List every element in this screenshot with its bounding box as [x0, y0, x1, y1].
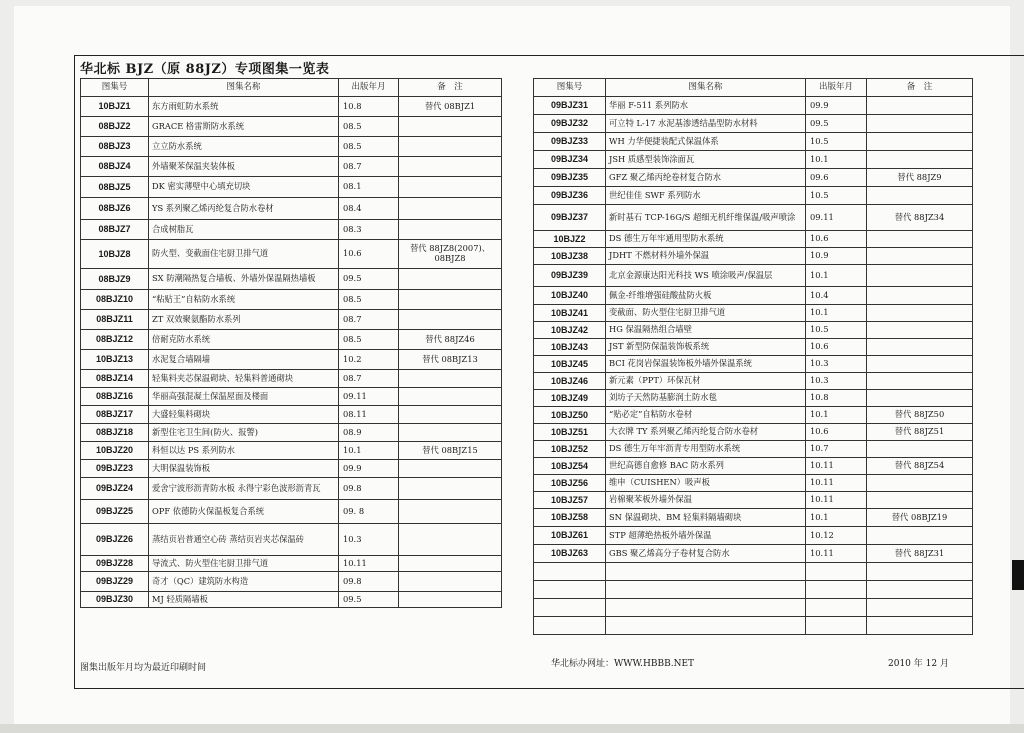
- remark: [399, 556, 502, 572]
- atlas-code: 10BJZ41: [534, 305, 606, 322]
- remark: [867, 133, 973, 151]
- atlas-code: 09BJZ30: [81, 592, 149, 608]
- remark: [399, 269, 502, 290]
- header-remark: 备 注: [399, 79, 502, 97]
- atlas-name: OPF 依德防火保温板复合系统: [149, 500, 339, 524]
- atlas-name: 变截面、防火型住宅厨卫排气道: [606, 305, 806, 322]
- publish-month: 09.5: [339, 269, 399, 290]
- empty-cell: [534, 563, 606, 581]
- table-row: [534, 475, 973, 492]
- remark: [399, 388, 502, 406]
- publish-month: 10.6: [806, 231, 867, 248]
- atlas-code: 10BJZ20: [81, 442, 149, 460]
- header-name: 图集名称: [149, 79, 339, 97]
- page-title: 华北标 BJZ（原 88JZ）专项图集一览表: [80, 62, 330, 77]
- atlas-code: 08BJZ4: [81, 157, 149, 177]
- atlas-code: 08BJZ16: [81, 388, 149, 406]
- atlas-code: 10BJZ50: [534, 407, 606, 424]
- publish-date: 2010 年 12 月: [888, 659, 949, 669]
- edge-ink-mark: [1012, 560, 1024, 590]
- table-row: [534, 356, 973, 373]
- publish-month: 10.1: [806, 305, 867, 322]
- atlas-name: GBS 聚乙烯高分子卷材复合防水: [606, 545, 806, 563]
- remark: [399, 370, 502, 388]
- atlas-code: 09BJZ39: [534, 265, 606, 287]
- atlas-name: 世纪佳佳 SWF 系列防水: [606, 187, 806, 205]
- empty-cell: [534, 581, 606, 599]
- atlas-code: 10BJZ40: [534, 287, 606, 305]
- publish-month: 10.1: [339, 442, 399, 460]
- atlas-name: YS 系列聚乙烯丙纶复合防水卷材: [149, 198, 339, 220]
- publish-month: 09.5: [339, 592, 399, 608]
- publish-month: 08.5: [339, 137, 399, 157]
- table-row: [81, 500, 502, 524]
- atlas-name: 水泥复合墙隔墙: [149, 350, 339, 370]
- atlas-code: 09BJZ26: [81, 524, 149, 556]
- empty-cell: [606, 563, 806, 581]
- atlas-code: 10BJZ52: [534, 441, 606, 458]
- publish-month: 08.7: [339, 370, 399, 388]
- atlas-name: BCI 花岗岩保温装饰板外墙外保温系统: [606, 356, 806, 373]
- atlas-code: 10BJZ46: [534, 373, 606, 390]
- atlas-name: 维申（CUISHEN）吸声板: [606, 475, 806, 492]
- atlas-name: 东方雨虹防水系统: [149, 97, 339, 117]
- atlas-code: 08BJZ11: [81, 310, 149, 330]
- remark: 替代 08BJZ13: [399, 350, 502, 370]
- remark: [867, 527, 973, 545]
- table-row: [534, 231, 973, 248]
- empty-row: [534, 599, 973, 617]
- empty-row: [534, 581, 973, 599]
- table-row: [534, 441, 973, 458]
- atlas-name: 岩棉聚苯板外墙外保温: [606, 492, 806, 509]
- table-row: [534, 373, 973, 390]
- empty-cell: [806, 581, 867, 599]
- table-row: [534, 545, 973, 563]
- atlas-code: 10BJZ8: [81, 240, 149, 269]
- remark: [867, 231, 973, 248]
- publish-month: 08.1: [339, 177, 399, 198]
- atlas-code: 08BJZ9: [81, 269, 149, 290]
- table-row: [81, 137, 502, 157]
- remark: [399, 117, 502, 137]
- remark: 替代 88JZ34: [867, 205, 973, 231]
- atlas-name: STP 超薄绝热板外墙外保温: [606, 527, 806, 545]
- atlas-code: 08BJZ2: [81, 117, 149, 137]
- atlas-code: 09BJZ34: [534, 151, 606, 169]
- atlas-code: 09BJZ36: [534, 187, 606, 205]
- remark: 替代 88JZ51: [867, 424, 973, 441]
- remark: [867, 373, 973, 390]
- atlas-code: 10BJZ51: [534, 424, 606, 441]
- atlas-name: 新元素（PPT）环保瓦材: [606, 373, 806, 390]
- table-row: [81, 442, 502, 460]
- remark: 替代 88JZ54: [867, 458, 973, 475]
- atlas-name: MJ 轻质隔墙板: [149, 592, 339, 608]
- atlas-code: 09BJZ25: [81, 500, 149, 524]
- atlas-name: 华丽 F-511 系列防水: [606, 97, 806, 115]
- atlas-code: 10BJZ58: [534, 509, 606, 527]
- atlas-name: 蒸结页岩普通空心砖 蒸结页岩夹芯保温砖: [149, 524, 339, 556]
- table-row: [81, 572, 502, 592]
- table-row: [81, 350, 502, 370]
- atlas-code: 10BJZ38: [534, 248, 606, 265]
- atlas-name: WH 力华便捷装配式保温体系: [606, 133, 806, 151]
- atlas-code: 08BJZ14: [81, 370, 149, 388]
- publish-month: 10.12: [806, 527, 867, 545]
- publish-month: 10.1: [806, 509, 867, 527]
- header-remark: 备 注: [867, 79, 973, 97]
- remark: 替代 08BJZ1: [399, 97, 502, 117]
- publish-month: 10.7: [806, 441, 867, 458]
- publish-month: 09.5: [806, 115, 867, 133]
- remark: [399, 500, 502, 524]
- publish-month: 10.2: [339, 350, 399, 370]
- table-row: [81, 556, 502, 572]
- table-row: [81, 310, 502, 330]
- publish-month: 09.11: [806, 205, 867, 231]
- publish-month: 08.5: [339, 117, 399, 137]
- table-row: [534, 169, 973, 187]
- atlas-name: 北京金源康达阳光科技 WS 喷涂吸声/保温层: [606, 265, 806, 287]
- empty-cell: [606, 581, 806, 599]
- publish-month: 10.11: [806, 458, 867, 475]
- empty-cell: [867, 599, 973, 617]
- atlas-code: 09BJZ33: [534, 133, 606, 151]
- remark: [399, 460, 502, 478]
- table-row: [81, 592, 502, 608]
- table-row: [534, 424, 973, 441]
- atlas-name: JST 新型防保温装饰板系统: [606, 339, 806, 356]
- publish-month: 10.4: [806, 287, 867, 305]
- header-code: 图集号: [534, 79, 606, 97]
- header-date: 出版年月: [339, 79, 399, 97]
- publish-month: 09.11: [339, 388, 399, 406]
- atlas-code: 08BJZ6: [81, 198, 149, 220]
- table-row: [81, 524, 502, 556]
- empty-cell: [806, 599, 867, 617]
- atlas-code: 10BJZ61: [534, 527, 606, 545]
- atlas-name: 世纪高德自愈修 BAC 防水系列: [606, 458, 806, 475]
- atlas-name: 华丽高强混凝土保温屋面及楼面: [149, 388, 339, 406]
- atlas-name: 立立防水系统: [149, 137, 339, 157]
- header-name: 图集名称: [606, 79, 806, 97]
- remark: 替代 88JZ9: [867, 169, 973, 187]
- empty-cell: [534, 599, 606, 617]
- table-row: [534, 115, 973, 133]
- remark: [399, 310, 502, 330]
- remark: [867, 248, 973, 265]
- atlas-name: GFZ 聚乙烯丙纶卷材复合防水: [606, 169, 806, 187]
- remark: [399, 177, 502, 198]
- atlas-name: 导流式、防火型住宅厨卫排气道: [149, 556, 339, 572]
- atlas-name: ZT 双效聚氨酯防水系列: [149, 310, 339, 330]
- publish-month: 10.1: [806, 265, 867, 287]
- remark: [399, 198, 502, 220]
- remark: [399, 478, 502, 500]
- publish-month: 09.8: [339, 478, 399, 500]
- atlas-name: 倍耐克防水系统: [149, 330, 339, 350]
- publish-month: 08.7: [339, 157, 399, 177]
- atlas-name: 新时基石 TCP-16G/S 超细无机纤维保温/吸声喷涂: [606, 205, 806, 231]
- atlas-name: GRACE 格雷斯防水系统: [149, 117, 339, 137]
- empty-row: [534, 617, 973, 635]
- atlas-code: 08BJZ12: [81, 330, 149, 350]
- publish-month: 09.6: [806, 169, 867, 187]
- atlas-code: 08BJZ7: [81, 220, 149, 240]
- remark: 替代 88JZ50: [867, 407, 973, 424]
- atlas-code: 10BJZ43: [534, 339, 606, 356]
- table-row: [534, 509, 973, 527]
- table-row: [534, 187, 973, 205]
- table-row: [534, 151, 973, 169]
- atlas-name: 大衣牌 TY 系列聚乙烯丙纶复合防水卷材: [606, 424, 806, 441]
- publish-month: 08.5: [339, 330, 399, 350]
- publish-month: 10.3: [339, 524, 399, 556]
- atlas-code: 09BJZ32: [534, 115, 606, 133]
- right-atlas-table: [533, 78, 973, 635]
- table-row: [534, 265, 973, 287]
- publish-month: 10.11: [806, 475, 867, 492]
- remark: [867, 187, 973, 205]
- publish-month: 10.8: [806, 390, 867, 407]
- publish-month: 09.9: [339, 460, 399, 478]
- remark: 替代 08BJZ19: [867, 509, 973, 527]
- table-row: [81, 97, 502, 117]
- remark: [399, 137, 502, 157]
- table-row: [81, 157, 502, 177]
- table-row: [81, 424, 502, 442]
- atlas-code: 09BJZ28: [81, 556, 149, 572]
- table-row: [81, 406, 502, 424]
- publish-month: 10.11: [339, 556, 399, 572]
- table-row: [534, 305, 973, 322]
- atlas-name: JDHT 不燃材料外墙外保温: [606, 248, 806, 265]
- scan-edge: [0, 724, 1024, 733]
- atlas-code: 09BJZ29: [81, 572, 149, 592]
- publish-month: 10.6: [806, 424, 867, 441]
- atlas-code: 10BJZ54: [534, 458, 606, 475]
- table-row: [81, 117, 502, 137]
- empty-cell: [606, 599, 806, 617]
- atlas-code: 09BJZ23: [81, 460, 149, 478]
- publish-month: 10.3: [806, 356, 867, 373]
- remark: [867, 115, 973, 133]
- publish-month: 10.11: [806, 492, 867, 509]
- table-row: [534, 492, 973, 509]
- publish-month: 09.8: [339, 572, 399, 592]
- atlas-name: 科恒以达 PS 系列防水: [149, 442, 339, 460]
- atlas-code: 10BJZ63: [534, 545, 606, 563]
- table-header-row: [81, 79, 502, 97]
- remark: [867, 322, 973, 339]
- atlas-name: 大盛轻集料砌块: [149, 406, 339, 424]
- atlas-code: 08BJZ5: [81, 177, 149, 198]
- table-row: [81, 388, 502, 406]
- atlas-code: 10BJZ45: [534, 356, 606, 373]
- publish-month: 08.11: [339, 406, 399, 424]
- remark: [867, 492, 973, 509]
- atlas-code: 10BJZ2: [534, 231, 606, 248]
- remark: 替代 88JZ46: [399, 330, 502, 350]
- publish-month: 08.3: [339, 220, 399, 240]
- remark: [399, 524, 502, 556]
- atlas-name: 轻集料夹芯保温砌块、轻集料普通砌块: [149, 370, 339, 388]
- publish-month: 10.11: [806, 545, 867, 563]
- remark: [867, 339, 973, 356]
- atlas-name: 爱舍宁波形沥青防水板 永得宁彩色波形沥青瓦: [149, 478, 339, 500]
- atlas-code: 10BJZ56: [534, 475, 606, 492]
- empty-cell: [867, 581, 973, 599]
- publish-month: 10.6: [806, 339, 867, 356]
- atlas-name: DS 德生万年牢沥青专用型防水系统: [606, 441, 806, 458]
- remark: [867, 287, 973, 305]
- atlas-name: 新型住宅卫生间(防火、报警): [149, 424, 339, 442]
- remark: [867, 265, 973, 287]
- empty-cell: [534, 617, 606, 635]
- table-row: [81, 460, 502, 478]
- remark: [399, 592, 502, 608]
- atlas-code: 08BJZ17: [81, 406, 149, 424]
- atlas-name: 合成树脂瓦: [149, 220, 339, 240]
- empty-cell: [867, 563, 973, 581]
- publish-month: 10.5: [806, 322, 867, 339]
- atlas-name: 刘坊子天然防基膨润土防水毯: [606, 390, 806, 407]
- table-row: [534, 248, 973, 265]
- table-row: [81, 478, 502, 500]
- atlas-name: 大明保温装饰板: [149, 460, 339, 478]
- table-row: [81, 220, 502, 240]
- publish-month: 10.5: [806, 187, 867, 205]
- table-row: [534, 527, 973, 545]
- table-header-row: [534, 79, 973, 97]
- atlas-code: 10BJZ42: [534, 322, 606, 339]
- remark: [867, 441, 973, 458]
- publish-month: 08.7: [339, 310, 399, 330]
- atlas-name: SX 防潮隔热复合墙板、外墙外保温隔热墙板: [149, 269, 339, 290]
- atlas-name: “粘贴王”自粘防水系统: [149, 290, 339, 310]
- atlas-code: 10BJZ13: [81, 350, 149, 370]
- publish-month: 09. 8: [339, 500, 399, 524]
- table-row: [534, 322, 973, 339]
- empty-cell: [806, 563, 867, 581]
- remark: [399, 424, 502, 442]
- remark: [399, 406, 502, 424]
- atlas-name: SN 保温砌块、BM 轻集料隔墙砌块: [606, 509, 806, 527]
- remark: [867, 390, 973, 407]
- publish-month: 10.9: [806, 248, 867, 265]
- atlas-name: 奇才（QC）建筑防水构造: [149, 572, 339, 592]
- atlas-code: 08BJZ3: [81, 137, 149, 157]
- remark: 替代 88JZ8(2007)、08BJZ8: [399, 240, 502, 269]
- table-row: [81, 370, 502, 388]
- table-row: [81, 290, 502, 310]
- table-row: [534, 205, 973, 231]
- remark: [867, 305, 973, 322]
- publish-month: 08.4: [339, 198, 399, 220]
- table-row: [534, 133, 973, 151]
- atlas-code: 09BJZ24: [81, 478, 149, 500]
- remark: [867, 475, 973, 492]
- atlas-name: 佩金-纤维增强硅酸盐防火板: [606, 287, 806, 305]
- table-row: [81, 177, 502, 198]
- table-row: [81, 240, 502, 269]
- publish-month: 10.6: [339, 240, 399, 269]
- remark: 替代 88JZ31: [867, 545, 973, 563]
- website-address: 华北标办网址：WWW.HBBB.NET: [551, 659, 695, 669]
- atlas-code: 08BJZ10: [81, 290, 149, 310]
- remark: [867, 151, 973, 169]
- table-row: [534, 407, 973, 424]
- table-row: [81, 198, 502, 220]
- table-row: [534, 97, 973, 115]
- empty-cell: [806, 617, 867, 635]
- empty-cell: [867, 617, 973, 635]
- publish-month: 10.8: [339, 97, 399, 117]
- publish-month: 10.1: [806, 151, 867, 169]
- publish-month: 10.3: [806, 373, 867, 390]
- publish-month: 10.1: [806, 407, 867, 424]
- publish-month: 10.5: [806, 133, 867, 151]
- header-code: 图集号: [81, 79, 149, 97]
- atlas-name: 可立特 L-17 水泥基渗透结晶型防水材料: [606, 115, 806, 133]
- atlas-code: 10BJZ1: [81, 97, 149, 117]
- header-date: 出版年月: [806, 79, 867, 97]
- remark: [399, 572, 502, 592]
- remark: 替代 08BJZ15: [399, 442, 502, 460]
- atlas-code: 10BJZ49: [534, 390, 606, 407]
- publish-month: 08.9: [339, 424, 399, 442]
- empty-row: [534, 563, 973, 581]
- atlas-name: HG 保温隔热组合墙壁: [606, 322, 806, 339]
- table-row: [534, 339, 973, 356]
- table-row: [534, 390, 973, 407]
- atlas-name: 防火型、变截面住宅厨卫排气道: [149, 240, 339, 269]
- publish-month: 08.5: [339, 290, 399, 310]
- atlas-code: 08BJZ18: [81, 424, 149, 442]
- table-row: [81, 330, 502, 350]
- atlas-name: “贴必定”自粘防水卷材: [606, 407, 806, 424]
- atlas-code: 09BJZ35: [534, 169, 606, 187]
- table-row: [534, 458, 973, 475]
- empty-cell: [606, 617, 806, 635]
- remark: [399, 220, 502, 240]
- atlas-name: 外墙聚苯保温夹装体板: [149, 157, 339, 177]
- remark: [399, 290, 502, 310]
- publish-month: 09.9: [806, 97, 867, 115]
- left-atlas-table: [80, 78, 502, 608]
- atlas-name: DS 德生万年牢通用型防水系统: [606, 231, 806, 248]
- remark: [399, 157, 502, 177]
- atlas-name: DK 密实薄壁中心填充切块: [149, 177, 339, 198]
- table-row: [81, 269, 502, 290]
- table-row: [534, 287, 973, 305]
- atlas-code: 09BJZ37: [534, 205, 606, 231]
- remark: [867, 356, 973, 373]
- footnote: 图集出版年月均为最近印刷时间: [80, 663, 207, 673]
- atlas-name: JSH 质感型装饰涂面瓦: [606, 151, 806, 169]
- atlas-code: 10BJZ57: [534, 492, 606, 509]
- remark: [867, 97, 973, 115]
- atlas-code: 09BJZ31: [534, 97, 606, 115]
